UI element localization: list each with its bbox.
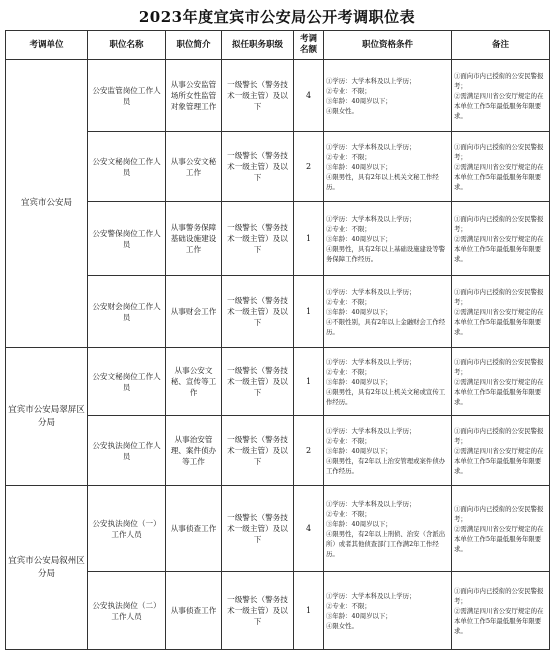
notes-cell bbox=[452, 486, 550, 572]
notes-cell bbox=[452, 572, 550, 650]
notes-cell bbox=[452, 60, 550, 132]
position-intro-cell: 从事警务保障基础设施建设工作 bbox=[166, 202, 222, 276]
notes-cell bbox=[452, 416, 550, 486]
note-line: ②需满足四川省公安厅规定的在本单位工作5年最低服务年限要求。 bbox=[454, 162, 544, 191]
position-name-cell: 公安执法岗位（二）工作人员 bbox=[88, 572, 166, 650]
rank-cell: 一级警长（警务技术一级主管）及以下 bbox=[222, 202, 294, 276]
qualification-line: ③年龄：40周岁以下； bbox=[326, 234, 392, 243]
qualifications-cell bbox=[324, 132, 452, 202]
position-name-cell: 公安监管岗位工作人员 bbox=[88, 60, 166, 132]
unit-cell: 宜宾市公安局叙州区分局 bbox=[6, 486, 88, 650]
quota-cell: 4 bbox=[294, 486, 324, 572]
position-intro-cell: 从事侦查工作 bbox=[166, 486, 222, 572]
note-line: ①面向市内已授衔的公安民警报考； bbox=[454, 426, 544, 445]
note-line: ②需满足四川省公安厅规定的在本单位工作5年最低服务年限要求。 bbox=[454, 524, 544, 553]
note-line: ①面向市内已授衔的公安民警报考； bbox=[454, 214, 544, 233]
qualification-line: ④限男性，有2年以上治安管理或案件侦办工作经历。 bbox=[326, 456, 446, 475]
rank-cell: 一级警长（警务技术一级主管）及以下 bbox=[222, 60, 294, 132]
notes-cell bbox=[452, 132, 550, 202]
qualification-line: ②专业：不限； bbox=[326, 509, 371, 518]
position-intro-cell: 从事财会工作 bbox=[166, 276, 222, 348]
header-notes: 备注 bbox=[452, 31, 550, 60]
qualification-line: ②专业：不限； bbox=[326, 86, 371, 95]
document-title: 2023年度宜宾市公安局公开考调职位表 bbox=[138, 8, 416, 26]
position-name-cell: 公安执法岗位（一）工作人员 bbox=[88, 486, 166, 572]
quota-cell: 4 bbox=[294, 60, 324, 132]
header-unit: 考调单位 bbox=[6, 31, 88, 60]
qualification-line: ④限男性，具有2年以上机关文秘或宣传工作经历。 bbox=[326, 387, 446, 406]
qualifications-cell bbox=[324, 416, 452, 486]
notes-cell bbox=[452, 276, 550, 348]
note-line: ①面向市内已授衔的公安民警报考； bbox=[454, 504, 544, 523]
notes-cell bbox=[452, 202, 550, 276]
quota-cell: 1 bbox=[294, 202, 324, 276]
quota-cell: 1 bbox=[294, 348, 324, 416]
position-name-cell: 公安执法岗位工作人员 bbox=[88, 416, 166, 486]
table-row bbox=[6, 348, 550, 416]
table-row bbox=[6, 276, 550, 348]
qualifications-cell bbox=[324, 348, 452, 416]
note-line: ②需满足四川省公安厅规定的在本单位工作5年最低服务年限要求。 bbox=[454, 606, 544, 635]
note-line: ①面向市内已授衔的公安民警报考； bbox=[454, 142, 544, 161]
note-line: ②需满足四川省公安厅规定的在本单位工作5年最低服务年限要求。 bbox=[454, 91, 544, 120]
qualifications-cell bbox=[324, 486, 452, 572]
note-line: ②需满足四川省公安厅规定的在本单位工作5年最低服务年限要求。 bbox=[454, 446, 544, 475]
unit-cell: 宜宾市公安局翠屏区分局 bbox=[6, 348, 88, 486]
position-intro-cell: 从事公安监管场所女性监管对象管理工作 bbox=[166, 60, 222, 132]
qualification-line: ③年龄：40周岁以下； bbox=[326, 162, 392, 171]
note-line: ①面向市内已授衔的公安民警报考； bbox=[454, 71, 544, 90]
qualification-line: ①学历：大学本科及以上学历； bbox=[326, 499, 416, 508]
note-line: ①面向市内已授衔的公安民警报考； bbox=[454, 586, 544, 605]
position-intro-cell: 从事公安文秘、宣传等工作 bbox=[166, 348, 222, 416]
header-position: 职位名称 bbox=[88, 31, 166, 60]
note-line: ②需满足四川省公安厅规定的在本单位工作5年最低服务年限要求。 bbox=[454, 307, 544, 336]
qualification-line: ④限女性。 bbox=[326, 621, 358, 630]
qualification-line: ①学历：大学本科及以上学历； bbox=[326, 142, 416, 151]
rank-cell: 一级警长（警务技术一级主管）及以下 bbox=[222, 572, 294, 650]
positions-table bbox=[5, 30, 550, 650]
qualification-line: ③年龄：40周岁以下； bbox=[326, 519, 392, 528]
qualifications-cell bbox=[324, 202, 452, 276]
header-qualifications: 职位资格条件 bbox=[324, 31, 452, 60]
qualification-line: ①学历：大学本科及以上学历； bbox=[326, 76, 416, 85]
qualification-line: ④限男性，具有2年以上机关文秘工作经历。 bbox=[326, 172, 439, 191]
table-row bbox=[6, 60, 550, 132]
qualification-line: ④限男性，具有2年以上基础设施建设等警务保障工作经历。 bbox=[326, 244, 446, 263]
quota-cell: 2 bbox=[294, 416, 324, 486]
note-line: ②需满足四川省公安厅规定的在本单位工作5年最低服务年限要求。 bbox=[454, 234, 544, 263]
quota-cell: 1 bbox=[294, 572, 324, 650]
rank-cell: 一级警长（警务技术一级主管）及以下 bbox=[222, 132, 294, 202]
qualifications-cell bbox=[324, 60, 452, 132]
table-row bbox=[6, 132, 550, 202]
position-intro-cell: 从事治安管理、案件侦办等工作 bbox=[166, 416, 222, 486]
position-intro-cell: 从事侦查工作 bbox=[166, 572, 222, 650]
rank-cell: 一级警长（警务技术一级主管）及以下 bbox=[222, 486, 294, 572]
position-name-cell: 公安文秘岗位工作人员 bbox=[88, 348, 166, 416]
quota-cell: 2 bbox=[294, 132, 324, 202]
qualification-line: ④限男性，有2年以上刑侦、治安（含派出所）或者其他侦查部门工作满2年工作经历。 bbox=[326, 529, 446, 558]
qualifications-cell bbox=[324, 572, 452, 650]
rank-cell: 一级警长（警务技术一级主管）及以下 bbox=[222, 416, 294, 486]
qualification-line: ③年龄：40周岁以下； bbox=[326, 377, 392, 386]
position-name-cell: 公安警保岗位工作人员 bbox=[88, 202, 166, 276]
qualification-line: ②专业：不限； bbox=[326, 224, 371, 233]
qualification-line: ④不限性别，具有2年以上金融财会工作经历。 bbox=[326, 317, 446, 336]
qualification-line: ①学历：大学本科及以上学历； bbox=[326, 287, 416, 296]
qualification-line: ②专业：不限； bbox=[326, 297, 371, 306]
qualification-line: ①学历：大学本科及以上学历； bbox=[326, 591, 416, 600]
notes-cell bbox=[452, 348, 550, 416]
qualification-line: ①学历：大学本科及以上学历； bbox=[326, 214, 416, 223]
table-row bbox=[6, 572, 550, 650]
qualification-line: ①学历：大学本科及以上学历； bbox=[326, 426, 416, 435]
qualification-line: ③年龄：40周岁以下； bbox=[326, 307, 392, 316]
position-intro-cell: 从事公安文秘工作 bbox=[166, 132, 222, 202]
qualification-line: ③年龄：40周岁以下； bbox=[326, 611, 392, 620]
qualification-line: ③年龄：40周岁以下； bbox=[326, 446, 392, 455]
note-line: ②需满足四川省公安厅规定的在本单位工作5年最低服务年限要求。 bbox=[454, 377, 544, 406]
quota-cell: 1 bbox=[294, 276, 324, 348]
header-rank: 拟任职务职级 bbox=[222, 31, 294, 60]
position-name-cell: 公安文秘岗位工作人员 bbox=[88, 132, 166, 202]
header-count: 考调名额 bbox=[294, 31, 324, 60]
qualification-line: ②专业：不限； bbox=[326, 436, 371, 445]
qualification-line: ③年龄：40周岁以下； bbox=[326, 96, 392, 105]
qualification-line: ②专业：不限； bbox=[326, 152, 371, 161]
rank-cell: 一级警长（警务技术一级主管）及以下 bbox=[222, 276, 294, 348]
unit-cell: 宜宾市公安局 bbox=[6, 60, 88, 348]
qualification-line: ②专业：不限； bbox=[326, 601, 371, 610]
position-name-cell: 公安财会岗位工作人员 bbox=[88, 276, 166, 348]
rank-cell: 一级警长（警务技术一级主管）及以下 bbox=[222, 348, 294, 416]
table-row bbox=[6, 486, 550, 572]
qualifications-cell bbox=[324, 276, 452, 348]
table-header-row bbox=[6, 31, 550, 60]
qualification-line: ④限女性。 bbox=[326, 106, 358, 115]
note-line: ①面向市内已授衔的公安民警报考； bbox=[454, 357, 544, 376]
note-line: ①面向市内已授衔的公安民警报考； bbox=[454, 287, 544, 306]
table-body bbox=[6, 60, 550, 650]
table-row bbox=[6, 202, 550, 276]
qualification-line: ②专业：不限； bbox=[326, 367, 371, 376]
header-intro: 职位简介 bbox=[166, 31, 222, 60]
table-row bbox=[6, 416, 550, 486]
qualification-line: ①学历：大学本科及以上学历； bbox=[326, 357, 416, 366]
